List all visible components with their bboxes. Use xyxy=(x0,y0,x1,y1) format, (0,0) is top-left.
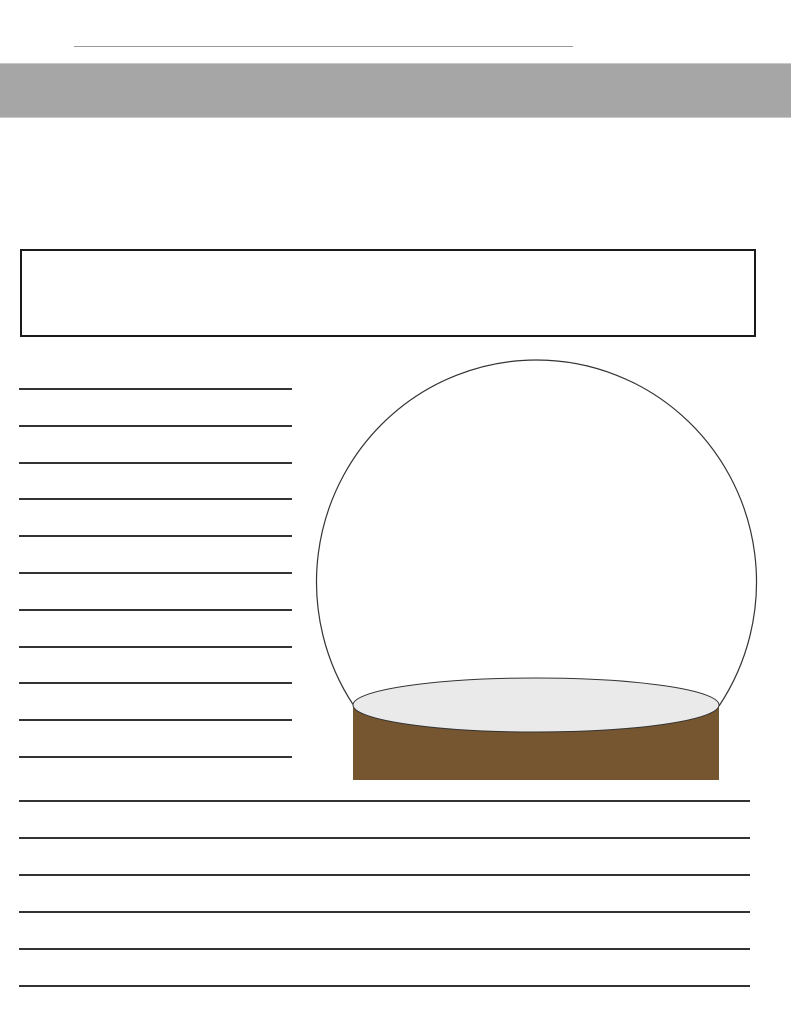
snow-globe-drawing[interactable] xyxy=(300,340,780,790)
writing-line[interactable] xyxy=(19,462,292,464)
writing-line[interactable] xyxy=(19,609,292,611)
title-banner xyxy=(0,63,791,118)
writing-line[interactable] xyxy=(19,572,292,574)
writing-line[interactable] xyxy=(19,535,292,537)
writing-line[interactable] xyxy=(19,682,292,684)
writing-line[interactable] xyxy=(19,911,750,913)
writing-line[interactable] xyxy=(19,646,292,648)
writing-line[interactable] xyxy=(19,985,750,987)
writing-line[interactable] xyxy=(19,837,750,839)
writing-line[interactable] xyxy=(19,498,292,500)
writing-line[interactable] xyxy=(19,756,292,758)
writing-line[interactable] xyxy=(19,425,292,427)
writing-line[interactable] xyxy=(19,719,292,721)
writing-line[interactable] xyxy=(19,388,292,390)
writing-line[interactable] xyxy=(19,948,750,950)
writing-line[interactable] xyxy=(19,874,750,876)
name-write-line[interactable] xyxy=(74,46,573,47)
globe-glass-outline xyxy=(317,360,757,706)
writing-line[interactable] xyxy=(19,800,750,802)
globe-base-top xyxy=(353,678,719,732)
word-bank xyxy=(20,249,756,337)
